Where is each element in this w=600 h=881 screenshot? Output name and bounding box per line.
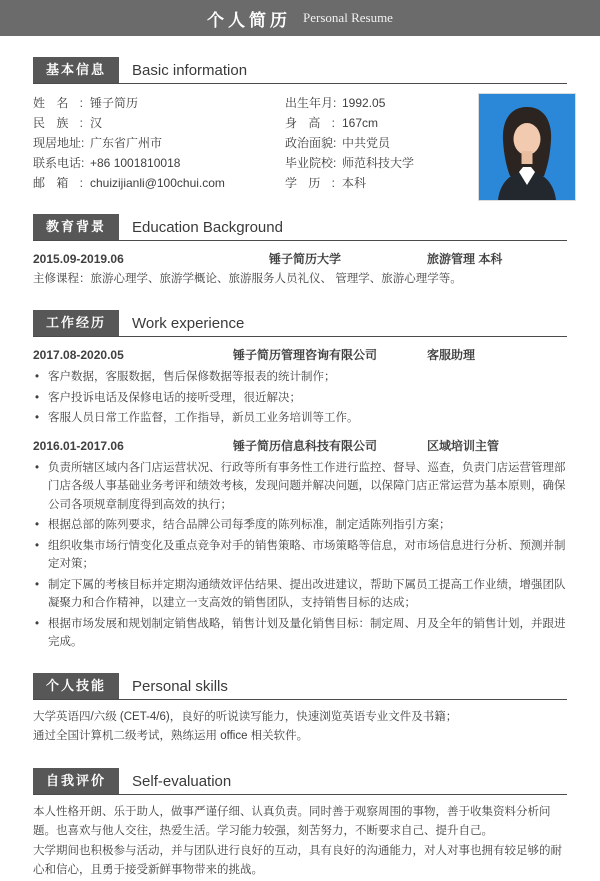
job-duty-item: • 制定下属的考核目标并定期沟通绩效评估结果、提出改进建议，帮助下属员工提高工作业绩，增强团队凝聚力和合作精神，以建立一支高效的销售团队，支持销售目标的达成； <box>33 576 567 613</box>
field-value: +86 1001810018 <box>90 156 181 170</box>
job-duties-list <box>33 459 567 652</box>
info-row-name <box>33 93 285 113</box>
job-entry <box>33 346 567 428</box>
section-education <box>33 214 567 289</box>
job-duty-item: • 客户数据，客服数据，售后保修数据等报表的统计制作； <box>33 368 567 387</box>
job-period: 2017.08-2020.05 <box>33 348 124 362</box>
info-row-phone <box>33 153 285 173</box>
job-duty-item: • 根据总部的陈列要求，结合品牌公司每季度的陈列标准，制定适陈列指引方案； <box>33 516 567 535</box>
field-value: 167cm <box>342 116 379 130</box>
field-value: 广东省广州市 <box>90 136 163 150</box>
education-entry-header <box>33 250 567 269</box>
id-photo <box>478 93 576 201</box>
field-label: 现居地址 : <box>33 133 83 153</box>
info-row-address <box>33 133 285 153</box>
section-self-evaluation <box>33 768 567 881</box>
section-skills-tag: 个人技能 <box>33 673 119 699</box>
info-row-university <box>285 153 485 173</box>
field-label: 身高 : <box>285 113 335 133</box>
basic-info-right-column <box>285 93 485 193</box>
field-label: 联系电话 : <box>33 153 83 173</box>
info-row-birth <box>285 93 485 113</box>
job-company: 锤子简历管理咨询有限公司 <box>232 348 377 362</box>
job-entry <box>33 437 567 652</box>
job-duty-item: • 客户投诉电话及保修电话的接听受理，很近解决； <box>33 389 567 408</box>
info-row-degree <box>285 173 485 193</box>
field-value: 本科 <box>342 176 367 190</box>
field-value: chuizijianli@100chui.com <box>90 176 225 190</box>
job-entry-header <box>33 346 567 365</box>
field-label: 姓名 : <box>33 93 83 113</box>
field-value: 汉 <box>90 116 103 130</box>
section-work-header <box>33 310 567 337</box>
field-label: 政治面貌 : <box>285 133 335 153</box>
resume-body <box>0 57 600 881</box>
field-label: 学历 : <box>285 173 335 193</box>
section-work-title-en: Work experience <box>132 315 245 332</box>
info-row-political-status <box>285 133 485 153</box>
portrait-graphic <box>479 94 575 200</box>
job-company: 锤子简历信息科技有限公司 <box>232 438 377 453</box>
field-label: 毕业院校 : <box>285 153 335 173</box>
section-education-header <box>33 214 567 241</box>
section-evaluation-tag: 自我评价 <box>33 768 119 794</box>
field-label: 民族 : <box>33 113 83 133</box>
section-evaluation-title-en: Self-evaluation <box>132 772 232 790</box>
education-period: 2015.09-2019.06 <box>33 252 124 266</box>
info-row-email <box>33 173 285 193</box>
evaluation-text <box>33 803 567 881</box>
skill-line: 大学英语四/六级 (CET-4/6)，良好的听说读写能力，快速浏览英语专业文件及书籍； <box>33 710 458 723</box>
job-duties-list <box>33 368 567 428</box>
job-duty-item: • 负责所辖区域内各门店运营状况、行政等所有事务性工作进行监控、督导、巡查，负责门店运营管理部门店各级人事基础业务考评和绩效考核，发现问题并解决问题，以保障门店正常运营为基本原则，确保公司各项规章制度得到高效的执行； <box>33 459 567 515</box>
education-school: 锤子简历大学 <box>268 252 341 266</box>
education-degree: 旅游管理 本科 <box>427 252 503 266</box>
section-basic-header <box>33 57 567 84</box>
skill-line: 通过全国计算机二级考试，熟练运用 office 相关软件。 <box>33 730 309 742</box>
evaluation-paragraph: 大学期间也积极参与活动，并与团队进行良好的互动，具有良好的沟通能力，对人对事也拥有较足够的耐心和信心，且勇于接受新鲜事物带来的挑战。 <box>33 844 562 876</box>
job-entry-header <box>33 437 567 456</box>
info-row-height <box>285 113 485 133</box>
page-title-cn: 个人简历 <box>207 10 292 30</box>
field-value: 1992.05 <box>342 96 386 110</box>
skills-text <box>33 708 567 747</box>
job-duty-item: • 根据市场发展和规划制定销售战略，销售计划及量化销售目标：制定周、月及全年的销售计划，并跟进完成。 <box>33 615 567 652</box>
job-title: 区域培训主管 <box>427 438 500 453</box>
section-skills-title-en: Personal skills <box>132 677 228 695</box>
education-courses: 主修课程：旅游心理学、旅游学概论、旅游服务人员礼仪、 管理学、旅游心理学等。 <box>33 273 462 285</box>
section-skills-header <box>33 673 567 700</box>
field-value: 中共党员 <box>342 136 391 150</box>
field-label: 出生年月 : <box>285 93 335 113</box>
page-title-en: Personal Resume <box>303 10 393 25</box>
field-label: 邮箱 : <box>33 173 83 193</box>
job-duty-item: • 客服人员日常工作监督，工作指导，新员工业务培训等工作。 <box>33 409 567 428</box>
field-value: 师范科技大学 <box>342 156 415 170</box>
field-value: 锤子简历 <box>90 96 139 110</box>
section-work-experience <box>33 310 567 652</box>
section-basic-tag: 基本信息 <box>33 57 119 83</box>
job-period: 2016.01-2017.06 <box>33 438 124 453</box>
evaluation-paragraph: 本人性格开朗、乐于助人，做事严谨仔细、认真负责。同时善于观察周围的事物，善于收集资料分析问题。也喜欢与他人交往，热爱生活。学习能力较强，刻苦努力，不断要求自己、提升自己。 <box>33 805 551 837</box>
title-bar <box>0 0 600 36</box>
section-education-title-en: Education Background <box>132 219 283 236</box>
section-basic-info <box>33 57 567 193</box>
section-evaluation-header <box>33 768 567 795</box>
info-row-ethnicity <box>33 113 285 133</box>
job-duty-item: • 组织收集市场行情变化及重点竞争对手的销售策略、市场策略等信息，对市场信息进行分析、预测并制定对策； <box>33 537 567 574</box>
section-education-tag: 教育背景 <box>33 214 119 240</box>
section-basic-title-en: Basic information <box>132 62 248 79</box>
job-title: 客服助理 <box>427 348 476 362</box>
section-work-tag: 工作经历 <box>33 310 119 336</box>
basic-info-left-column <box>33 93 285 193</box>
section-personal-skills <box>33 673 567 747</box>
